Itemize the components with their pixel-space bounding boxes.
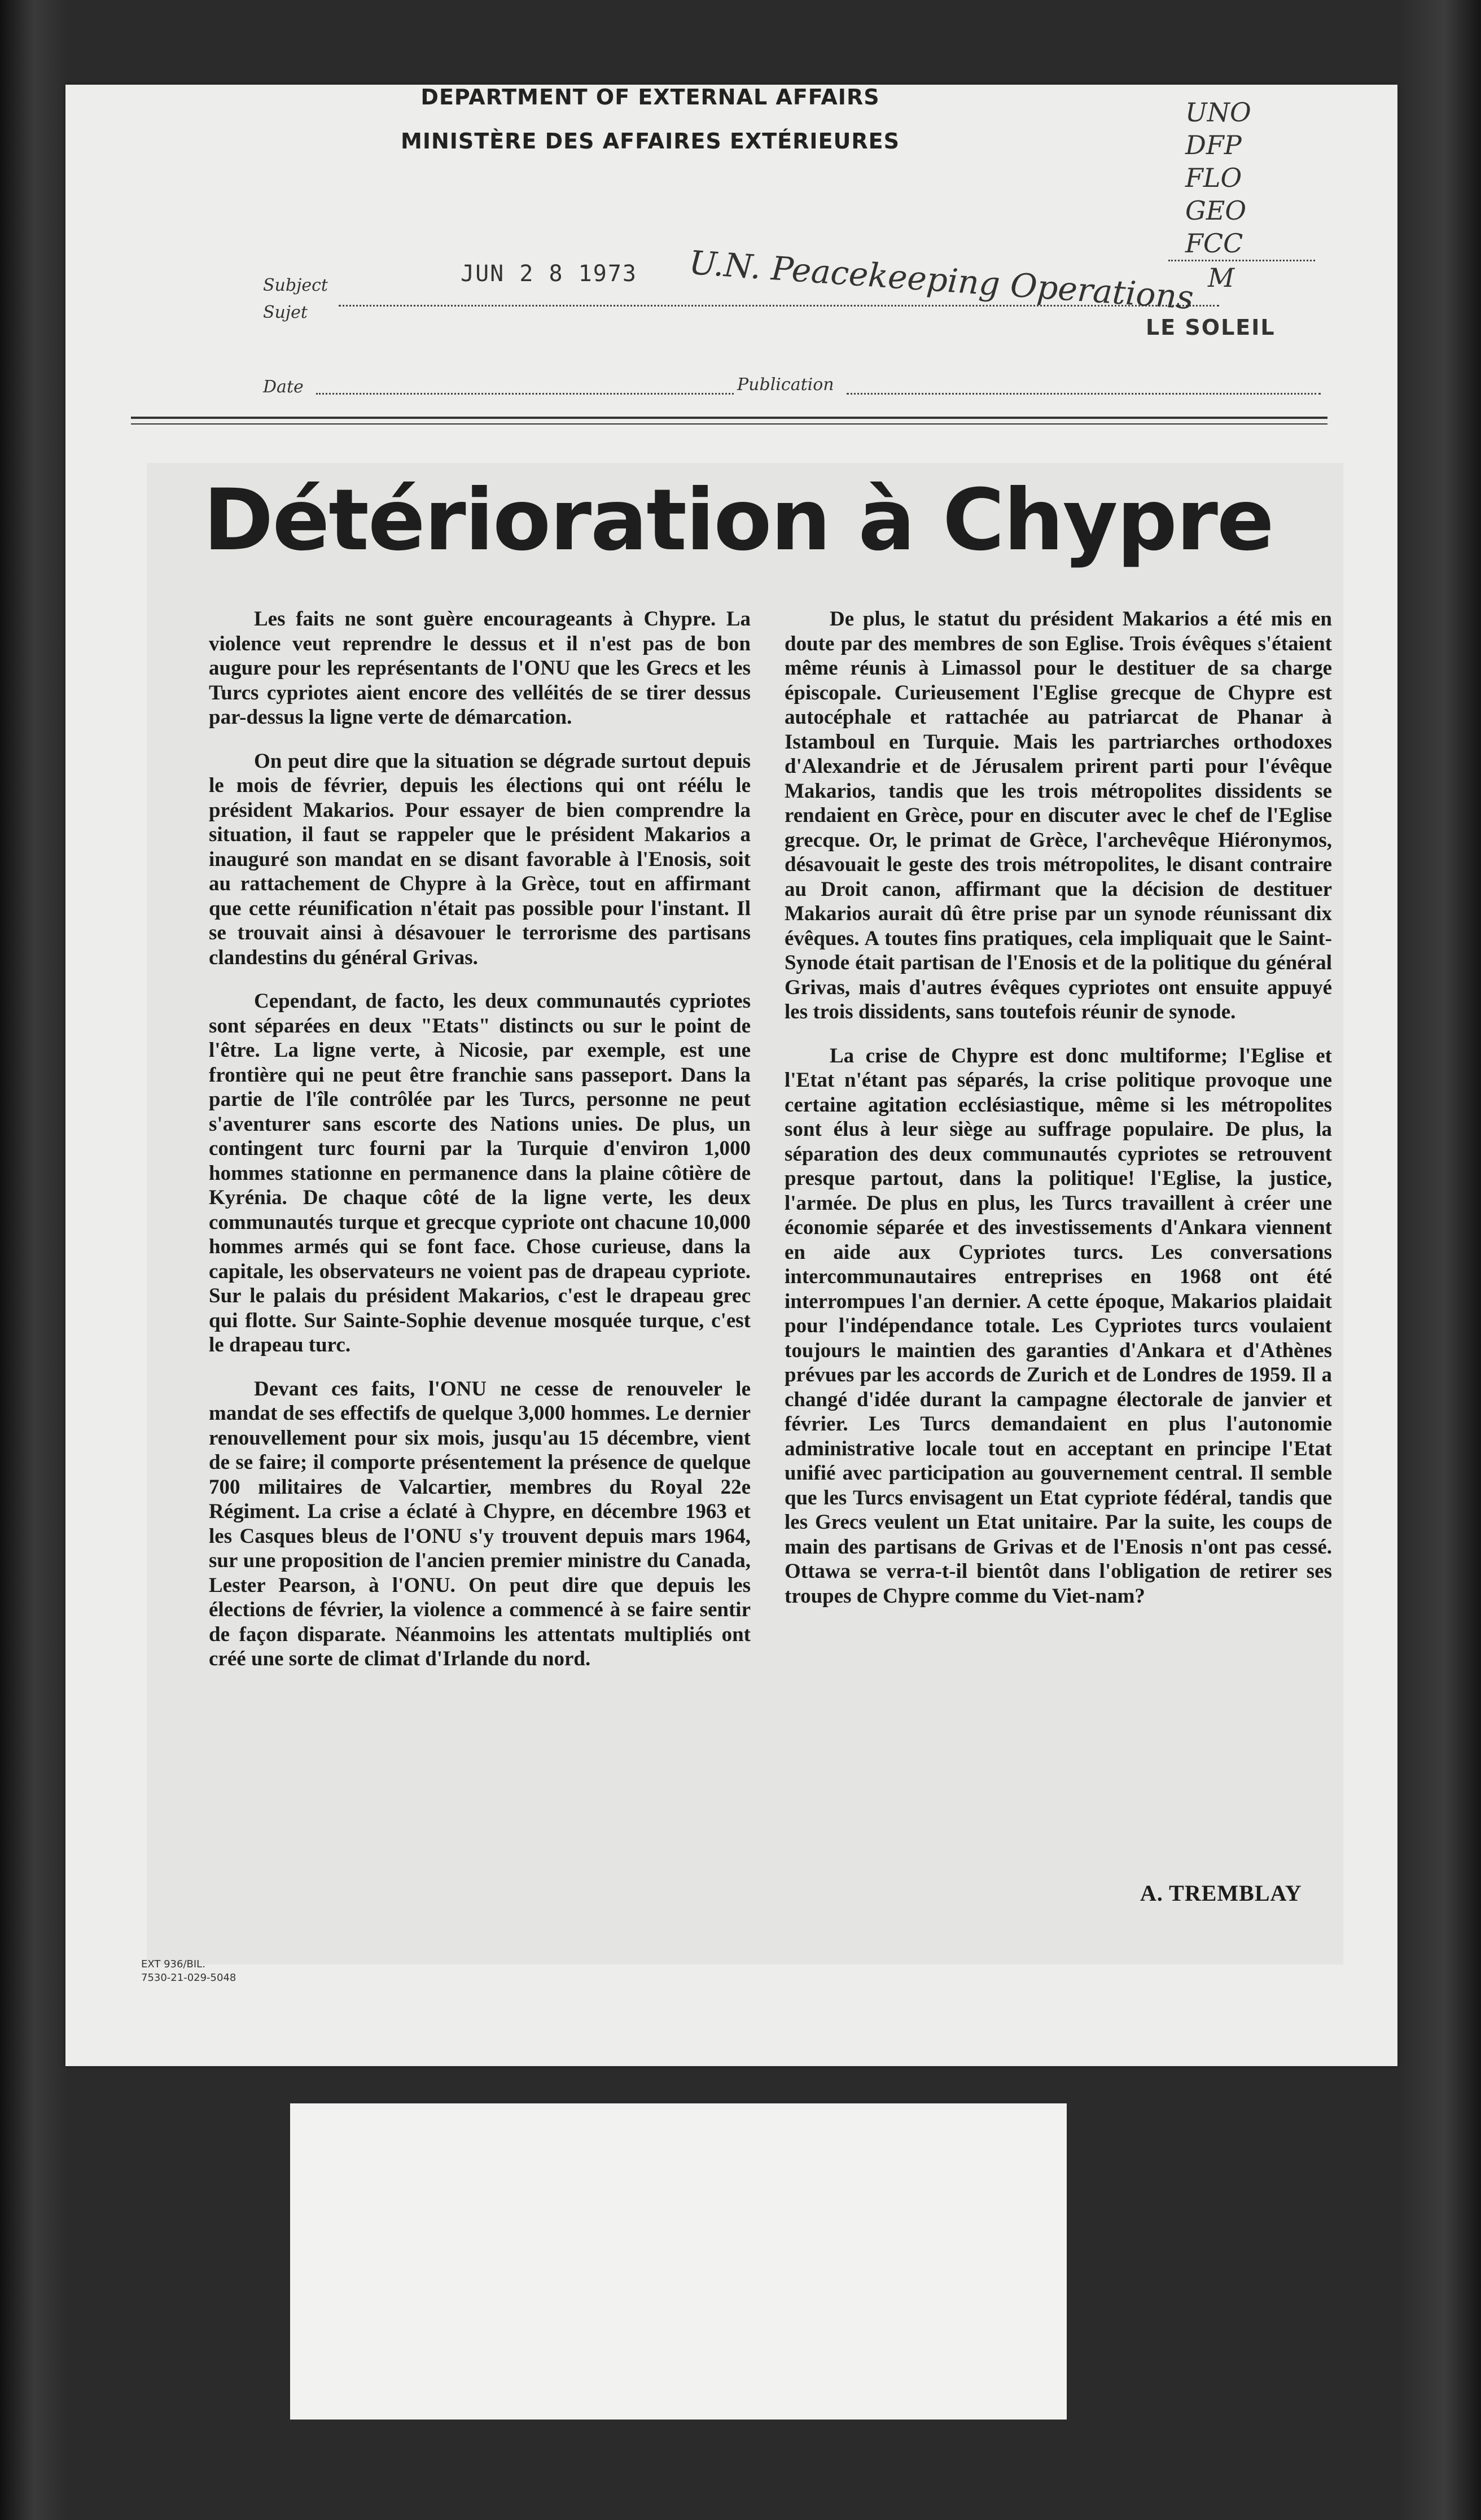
- blank-card: [290, 2103, 1067, 2420]
- subject-label-en: Subject: [263, 275, 328, 295]
- department-name-en: DEPARTMENT OF EXTERNAL AFFAIRS: [420, 85, 880, 110]
- distribution-note: DFP: [1185, 130, 1242, 160]
- header-rule-bottom: [131, 423, 1327, 425]
- form-code-line: 7530-21-029-5048: [141, 1972, 236, 1984]
- department-name-fr: MINISTÈRE DES AFFAIRES EXTÉRIEURES: [401, 129, 900, 154]
- form-code-line: EXT 936/BIL.: [141, 1958, 205, 1970]
- article-paragraph: Les faits ne sont guère encourageants à Chypre. La violence veut reprendre le dessus et il n'est pas de bon augure pour les représentants de l'ONU que les Grecs et les Turcs cypriotes aient encore des velléités de se tirer dessus par-dessus la ligne verte de démarcation.: [209, 607, 751, 729]
- distribution-note: GEO: [1185, 195, 1247, 226]
- article-paragraph: On peut dire que la situation se dégrade surtout depuis le mois de février, depuis les élections qui ont réélu le président Makarios. Pour essayer de bien comprendre la situation, il faut se rappeler que le président Makarios a inauguré son mandat en se disant favorable à l'Enosis, soit au rattachement de Chypre à la Grèce, tout en affirmant que cette réunification n'était pas possible pour l'instant. Il se trouvait ainsi à désavouer le terrorisme des partisans clandestins du général Grivas.: [209, 749, 751, 969]
- distribution-notes: [1185, 96, 1315, 294]
- article-column-left: [209, 607, 751, 1691]
- distribution-note: UNO: [1185, 97, 1251, 128]
- date-label: Date: [263, 377, 304, 397]
- article-paragraph: De plus, le statut du président Makarios a été mis en doute par des membres de son Eglise. Trois évêques s'étaient même réunis à Limassol pour le destituer de sa charge épiscopale. Curieusement l'Eglise grecque de Chypre est autocéphale et rattachée au patriarcat de Phanar à Istamboul en Turquie. Mais les partriarches orthodoxes d'Alexandrie et de Jérusalem prirent parti pour l'évêque Makarios, tandis que les trois métropolites dissidents se rendaient en Grèce, pour en discuter avec le chef de l'Eglise grecque. Or, le primat de Grèce, l'archevêque Hiéronymos, désavouait le geste des trois métropolites, le disant contraire au Droit canon, affirmant que la décision de destituer Makarios aurait dû être prise par un synode réunissant dix évêques. A toutes fins pratiques, cela impliquait que le Saint-Synode était partisan de l'Enosis et de la politique du général Grivas, mais d'autres évêques cypriotes ont ensuite appuyé les trois dissidents, sans toutefois réunir de synode.: [785, 607, 1332, 1023]
- article-column-right: [785, 607, 1332, 1628]
- publication-line: [847, 393, 1321, 395]
- publication-stamp: LE SOLEIL: [1146, 315, 1276, 340]
- date-line: [316, 393, 734, 395]
- distribution-note: FCC: [1168, 227, 1315, 261]
- publication-label: Publication: [737, 375, 834, 395]
- article-signature: A. TREMBLAY: [1140, 1880, 1302, 1906]
- article-headline: Détérioration à Chypre: [203, 471, 1273, 570]
- subject-handwritten: U.N. Peacekeeping Operations: [687, 243, 1195, 317]
- form-code: [141, 1958, 236, 1985]
- distribution-note: M: [1208, 262, 1235, 293]
- header-rule-top: [131, 417, 1327, 419]
- article-paragraph: La crise de Chypre est donc multiforme; l'Eglise et l'Etat n'étant pas séparés, la crise politique provoque une certaine agitation ecclésiastique, même si les métropolites sont élus à leur siège au suffrage populaire. De plus, la séparation des deux communautés cypriotes se retrouvent presque partout, dans la politique! l'Eglise, la justice, l'armée. De plus en plus, les Turcs travaillent à créer une économie séparée et des investissements d'Ankara viennent en aide aux Cypriotes turcs. Les conversations intercommunautaires entreprises en 1968 ont été interrompues l'an dernier. A cette époque, Makarios plaidait pour l'indépendance totale. Les Cypriotes turcs voulaient toujours le maintien des garanties d'Ankara et d'Athènes prévues par les accords de Zurich et de Londres de 1959. Il a changé d'idée durant la campagne électorale de janvier et février. Les Turcs demandaient en plus l'autonomie administrative locale tout en acceptant en principe l'Etat unifié avec participation au gouvernement central. Il semble que les Turcs envisagent un Etat cypriote fédéral, tandis que les Grecs veulent un Etat unitaire. Par la suite, les coups de main des partisans de Grivas et de l'Enosis n'ont pas cessé. Ottawa se verra-t-il bientôt dans l'obligation de retirer ses troupes de Chypre comme du Viet-nam?: [785, 1044, 1332, 1608]
- subject-label-fr: Sujet: [263, 303, 308, 322]
- article-paragraph: Devant ces faits, l'ONU ne cesse de renouveler le mandat de ses effectifs de quelque 3,000 hommes. Le dernier renouvellement pour six mois, jusqu'au 15 décembre, vient de se faire; il comporte présentement la présence de quelque 700 militaires de Valcartier, membres du Royal 22e Régiment. La crise a éclaté à Chypre, en décembre 1963 et les Casques bleus de l'ONU s'y trouvent depuis mars 1964, sur une proposition de l'ancien premier ministre du Canada, Lester Pearson, à l'ONU. On peut dire que depuis les élections de février, la violence a commencé à se faire sentir de façon disparate. Néanmoins les attentats multipliés ont créé une sorte de climat d'Irlande du nord.: [209, 1377, 751, 1670]
- date-stamp: JUN 2 8 1973: [461, 261, 637, 287]
- distribution-note: FLO: [1185, 163, 1242, 193]
- article-paragraph: Cependant, de facto, les deux communautés cypriotes sont séparées en deux "Etats" distincts ou sur le point de l'être. La ligne verte, à Nicosie, par exemple, est une frontière qui ne peut être franchie sans passeport. Dans la partie de l'île contrôlée par les Turcs, personne ne peut s'aventurer sans escorte des Nations unies. De plus, un contingent turc fourni par la Turquie d'environ 1,000 hommes stationne en permanence dans la plaine côtière de Kyrénia. De chaque côté de la ligne verte, les deux communautés turque et grecque cypriote ont chacune 10,000 hommes armés qui se font face. Chose curieuse, dans la capitale, les observateurs ne voient pas de drapeau cypriote. Sur le palais du président Makarios, c'est le drapeau grec qui flotte. Sur Sainte-Sophie devenue mosquée turque, c'est le drapeau turc.: [209, 990, 751, 1357]
